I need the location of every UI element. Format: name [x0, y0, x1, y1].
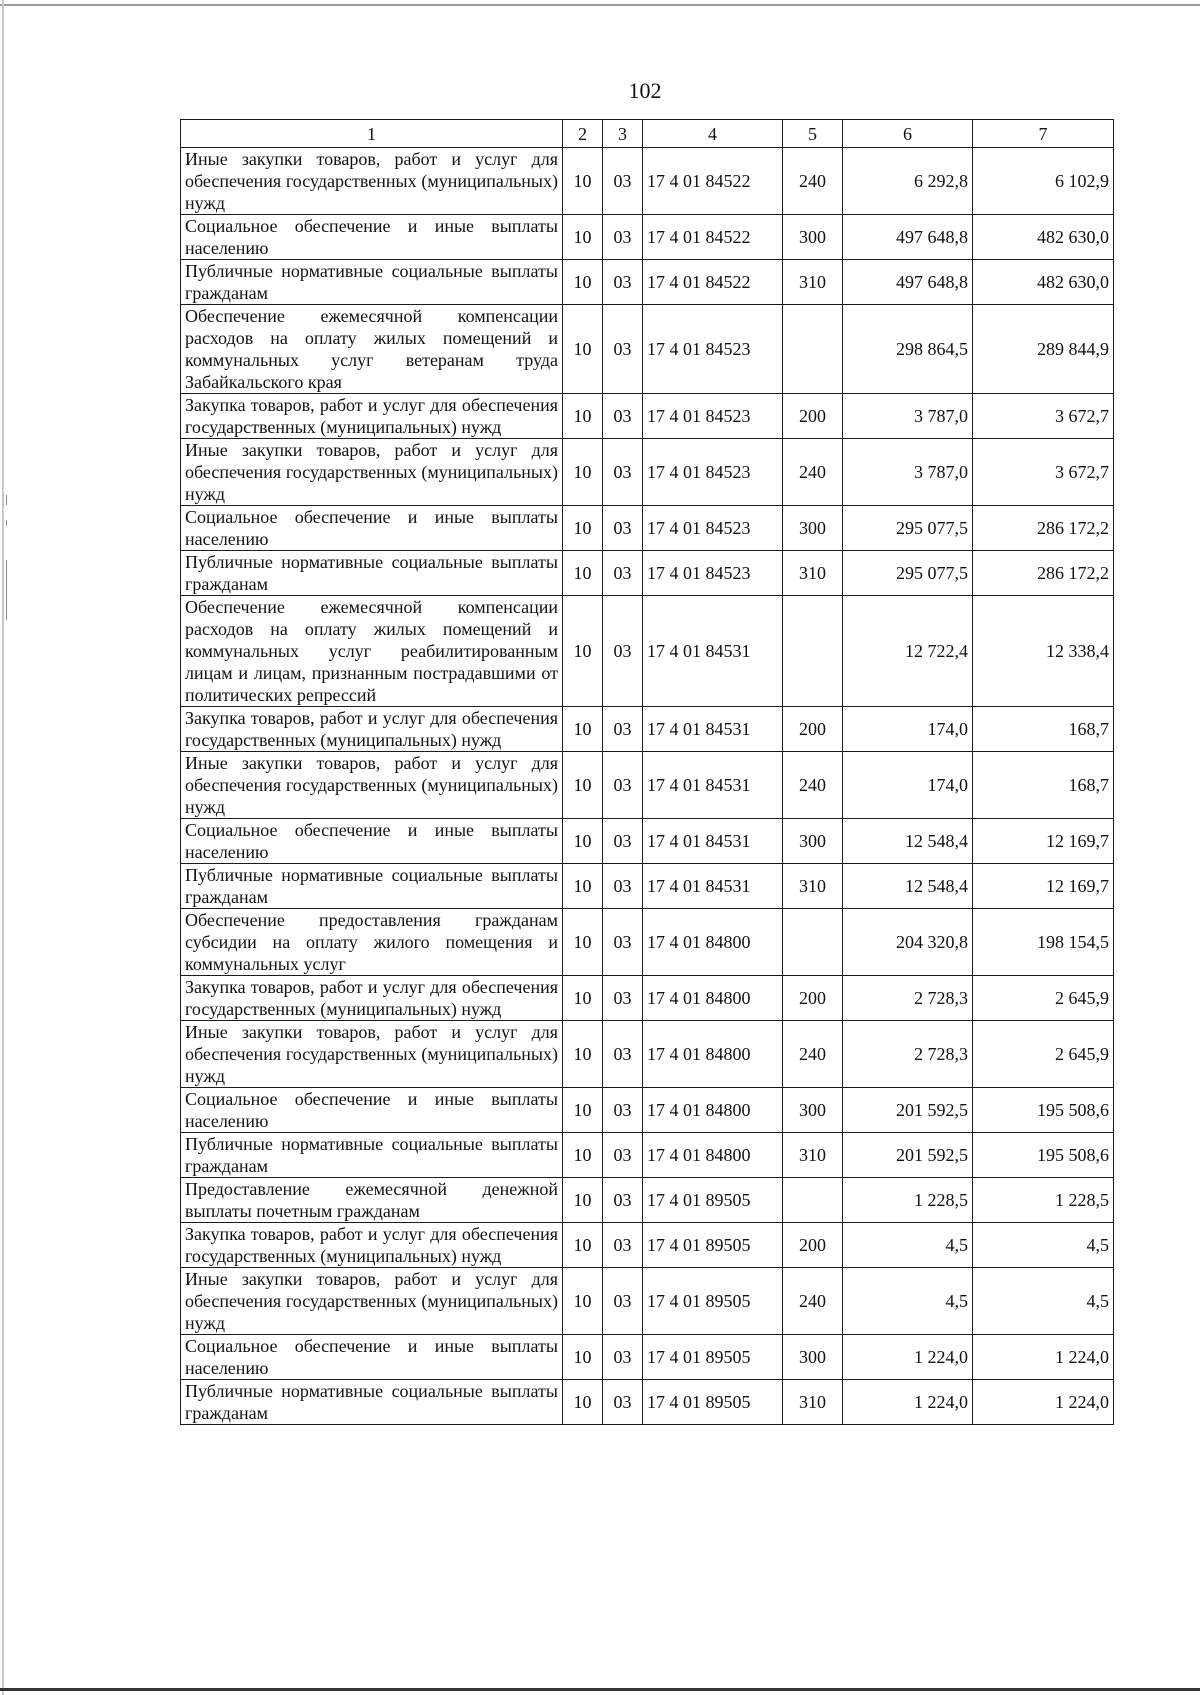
row-subsection: 03 — [603, 976, 643, 1021]
row-expense-type: 310 — [783, 260, 843, 305]
row-target-article: 17 4 01 89505 — [643, 1335, 783, 1380]
table-row — [181, 305, 1114, 394]
row-target-article: 17 4 01 84800 — [643, 1021, 783, 1088]
table-row — [181, 394, 1114, 439]
row-amount-1: 295 077,5 — [843, 551, 973, 596]
row-name: Предоставление ежемесячной денежной выплаты почетным гражданам — [181, 1178, 563, 1223]
table-row — [181, 215, 1114, 260]
row-section: 10 — [563, 1335, 603, 1380]
row-name: Иные закупки товаров, работ и услуг для обеспечения государственных (муниципальных) нужд — [181, 439, 563, 506]
row-subsection: 03 — [603, 752, 643, 819]
scan-mark — [6, 495, 7, 505]
row-section: 10 — [563, 752, 603, 819]
row-section: 10 — [563, 1021, 603, 1088]
table-row — [181, 1133, 1114, 1178]
row-target-article: 17 4 01 84531 — [643, 819, 783, 864]
row-subsection: 03 — [603, 148, 643, 215]
column-header: 5 — [783, 120, 843, 148]
header-row — [181, 120, 1114, 148]
row-subsection: 03 — [603, 1380, 643, 1425]
column-header: 4 — [643, 120, 783, 148]
column-header: 3 — [603, 120, 643, 148]
row-section: 10 — [563, 1178, 603, 1223]
row-subsection: 03 — [603, 439, 643, 506]
row-name: Закупка товаров, работ и услуг для обеспечения государственных (муниципальных) нужд — [181, 976, 563, 1021]
row-target-article: 17 4 01 84800 — [643, 909, 783, 976]
row-section: 10 — [563, 1268, 603, 1335]
row-target-article: 17 4 01 84523 — [643, 305, 783, 394]
row-target-article: 17 4 01 84531 — [643, 707, 783, 752]
row-section: 10 — [563, 551, 603, 596]
row-amount-1: 1 224,0 — [843, 1380, 973, 1425]
row-amount-2: 195 508,6 — [973, 1133, 1114, 1178]
row-expense-type — [783, 305, 843, 394]
table-row — [181, 1088, 1114, 1133]
row-expense-type: 300 — [783, 506, 843, 551]
row-amount-2: 168,7 — [973, 707, 1114, 752]
table-row — [181, 148, 1114, 215]
row-name: Социальное обеспечение и иные выплаты населению — [181, 819, 563, 864]
row-amount-2: 1 224,0 — [973, 1380, 1114, 1425]
row-name: Социальное обеспечение и иные выплаты населению — [181, 1335, 563, 1380]
row-amount-2: 198 154,5 — [973, 909, 1114, 976]
table-row — [181, 1335, 1114, 1380]
table-row — [181, 1223, 1114, 1268]
row-expense-type: 200 — [783, 1223, 843, 1268]
table-row — [181, 819, 1114, 864]
row-subsection: 03 — [603, 1178, 643, 1223]
row-subsection: 03 — [603, 260, 643, 305]
row-amount-1: 12 548,4 — [843, 819, 973, 864]
row-amount-1: 6 292,8 — [843, 148, 973, 215]
row-section: 10 — [563, 1380, 603, 1425]
scan-mark — [6, 520, 7, 526]
row-amount-2: 12 169,7 — [973, 864, 1114, 909]
row-section: 10 — [563, 976, 603, 1021]
row-amount-1: 12 722,4 — [843, 596, 973, 707]
table-row — [181, 864, 1114, 909]
row-name: Публичные нормативные социальные выплаты гражданам — [181, 551, 563, 596]
row-subsection: 03 — [603, 819, 643, 864]
row-target-article: 17 4 01 84522 — [643, 260, 783, 305]
row-name: Обеспечение ежемесячной компенсации расходов на оплату жилых помещений и коммунальных услуг реабилитированным лицам и лицам, признанным пострадавшими от политических репрессий — [181, 596, 563, 707]
row-section: 10 — [563, 394, 603, 439]
row-amount-2: 1 228,5 — [973, 1178, 1114, 1223]
row-amount-2: 2 645,9 — [973, 1021, 1114, 1088]
row-target-article: 17 4 01 84523 — [643, 551, 783, 596]
row-name: Социальное обеспечение и иные выплаты населению — [181, 215, 563, 260]
row-section: 10 — [563, 707, 603, 752]
row-expense-type: 300 — [783, 1335, 843, 1380]
row-target-article: 17 4 01 84522 — [643, 215, 783, 260]
scan-edge-left — [2, 0, 4, 1695]
row-target-article: 17 4 01 89505 — [643, 1268, 783, 1335]
row-section: 10 — [563, 305, 603, 394]
row-name: Иные закупки товаров, работ и услуг для обеспечения государственных (муниципальных) нужд — [181, 752, 563, 819]
row-amount-2: 3 672,7 — [973, 394, 1114, 439]
row-target-article: 17 4 01 89505 — [643, 1178, 783, 1223]
row-expense-type: 200 — [783, 394, 843, 439]
scan-edge-top — [0, 4, 1200, 6]
row-target-article: 17 4 01 84523 — [643, 439, 783, 506]
row-expense-type: 240 — [783, 1268, 843, 1335]
row-amount-1: 174,0 — [843, 752, 973, 819]
row-amount-1: 201 592,5 — [843, 1088, 973, 1133]
row-section: 10 — [563, 439, 603, 506]
row-subsection: 03 — [603, 707, 643, 752]
table-row — [181, 1021, 1114, 1088]
row-name: Публичные нормативные социальные выплаты гражданам — [181, 1133, 563, 1178]
row-amount-1: 2 728,3 — [843, 976, 973, 1021]
row-subsection: 03 — [603, 305, 643, 394]
row-name: Иные закупки товаров, работ и услуг для обеспечения государственных (муниципальных) нужд — [181, 1021, 563, 1088]
row-amount-2: 1 224,0 — [973, 1335, 1114, 1380]
row-expense-type: 240 — [783, 439, 843, 506]
scan-mark — [6, 560, 7, 620]
table-row — [181, 260, 1114, 305]
row-name: Социальное обеспечение и иные выплаты населению — [181, 506, 563, 551]
row-name: Обеспечение ежемесячной компенсации расходов на оплату жилых помещений и коммунальных услуг ветеранам труда Забайкальского края — [181, 305, 563, 394]
row-subsection: 03 — [603, 215, 643, 260]
row-expense-type: 310 — [783, 551, 843, 596]
row-amount-1: 1 228,5 — [843, 1178, 973, 1223]
row-amount-2: 289 844,9 — [973, 305, 1114, 394]
row-subsection: 03 — [603, 551, 643, 596]
row-amount-1: 201 592,5 — [843, 1133, 973, 1178]
row-amount-2: 195 508,6 — [973, 1088, 1114, 1133]
row-section: 10 — [563, 909, 603, 976]
row-expense-type: 310 — [783, 1133, 843, 1178]
row-target-article: 17 4 01 84531 — [643, 596, 783, 707]
page-number: 102 — [628, 78, 662, 103]
row-name: Закупка товаров, работ и услуг для обеспечения государственных (муниципальных) нужд — [181, 394, 563, 439]
row-amount-1: 4,5 — [843, 1223, 973, 1268]
row-subsection: 03 — [603, 909, 643, 976]
row-section: 10 — [563, 148, 603, 215]
row-expense-type — [783, 596, 843, 707]
row-target-article: 17 4 01 84523 — [643, 506, 783, 551]
column-header: 2 — [563, 120, 603, 148]
row-section: 10 — [563, 1133, 603, 1178]
row-target-article: 17 4 01 84522 — [643, 148, 783, 215]
row-target-article: 17 4 01 84800 — [643, 976, 783, 1021]
table-row — [181, 976, 1114, 1021]
row-subsection: 03 — [603, 1223, 643, 1268]
row-name: Публичные нормативные социальные выплаты гражданам — [181, 864, 563, 909]
row-expense-type: 300 — [783, 1088, 843, 1133]
column-header: 6 — [843, 120, 973, 148]
row-amount-2: 286 172,2 — [973, 551, 1114, 596]
row-expense-type: 240 — [783, 752, 843, 819]
table-row — [181, 752, 1114, 819]
row-subsection: 03 — [603, 864, 643, 909]
row-amount-1: 3 787,0 — [843, 439, 973, 506]
row-target-article: 17 4 01 84531 — [643, 752, 783, 819]
row-section: 10 — [563, 506, 603, 551]
row-amount-1: 497 648,8 — [843, 215, 973, 260]
row-expense-type: 310 — [783, 864, 843, 909]
row-subsection: 03 — [603, 394, 643, 439]
row-amount-2: 4,5 — [973, 1223, 1114, 1268]
table-row — [181, 551, 1114, 596]
row-amount-1: 4,5 — [843, 1268, 973, 1335]
row-section: 10 — [563, 215, 603, 260]
row-name: Обеспечение предоставления гражданам субсидии на оплату жилого помещения и коммунальных услуг — [181, 909, 563, 976]
scan-edge-bottom — [0, 1688, 1200, 1691]
row-amount-1: 3 787,0 — [843, 394, 973, 439]
row-amount-1: 1 224,0 — [843, 1335, 973, 1380]
row-expense-type: 300 — [783, 215, 843, 260]
row-amount-2: 168,7 — [973, 752, 1114, 819]
table-row — [181, 909, 1114, 976]
row-amount-2: 12 169,7 — [973, 819, 1114, 864]
row-section: 10 — [563, 864, 603, 909]
table-row — [181, 1268, 1114, 1335]
row-name: Закупка товаров, работ и услуг для обеспечения государственных (муниципальных) нужд — [181, 1223, 563, 1268]
row-subsection: 03 — [603, 1133, 643, 1178]
row-subsection: 03 — [603, 1088, 643, 1133]
column-header: 1 — [181, 120, 563, 148]
row-subsection: 03 — [603, 596, 643, 707]
row-name: Закупка товаров, работ и услуг для обеспечения государственных (муниципальных) нужд — [181, 707, 563, 752]
row-name: Публичные нормативные социальные выплаты гражданам — [181, 1380, 563, 1425]
row-target-article: 17 4 01 84800 — [643, 1088, 783, 1133]
row-amount-2: 12 338,4 — [973, 596, 1114, 707]
row-expense-type: 310 — [783, 1380, 843, 1425]
table-row — [181, 506, 1114, 551]
row-amount-1: 295 077,5 — [843, 506, 973, 551]
row-section: 10 — [563, 260, 603, 305]
table-row — [181, 1380, 1114, 1425]
row-amount-1: 497 648,8 — [843, 260, 973, 305]
row-target-article: 17 4 01 89505 — [643, 1380, 783, 1425]
row-expense-type: 300 — [783, 819, 843, 864]
row-section: 10 — [563, 1088, 603, 1133]
row-amount-2: 482 630,0 — [973, 215, 1114, 260]
row-amount-2: 4,5 — [973, 1268, 1114, 1335]
row-amount-2: 3 672,7 — [973, 439, 1114, 506]
row-amount-1: 174,0 — [843, 707, 973, 752]
row-amount-2: 2 645,9 — [973, 976, 1114, 1021]
row-subsection: 03 — [603, 1268, 643, 1335]
table-row — [181, 596, 1114, 707]
row-amount-1: 12 548,4 — [843, 864, 973, 909]
row-amount-2: 482 630,0 — [973, 260, 1114, 305]
row-section: 10 — [563, 596, 603, 707]
row-name: Иные закупки товаров, работ и услуг для обеспечения государственных (муниципальных) нужд — [181, 1268, 563, 1335]
row-amount-2: 286 172,2 — [973, 506, 1114, 551]
row-expense-type: 200 — [783, 976, 843, 1021]
row-expense-type: 200 — [783, 707, 843, 752]
row-target-article: 17 4 01 84800 — [643, 1133, 783, 1178]
row-subsection: 03 — [603, 506, 643, 551]
row-expense-type — [783, 1178, 843, 1223]
table-row — [181, 439, 1114, 506]
row-name: Иные закупки товаров, работ и услуг для обеспечения государственных (муниципальных) нужд — [181, 148, 563, 215]
row-target-article: 17 4 01 84523 — [643, 394, 783, 439]
row-amount-2: 6 102,9 — [973, 148, 1114, 215]
table-body — [181, 148, 1114, 1425]
row-amount-1: 298 864,5 — [843, 305, 973, 394]
row-amount-1: 2 728,3 — [843, 1021, 973, 1088]
row-name: Социальное обеспечение и иные выплаты населению — [181, 1088, 563, 1133]
row-section: 10 — [563, 819, 603, 864]
row-amount-1: 204 320,8 — [843, 909, 973, 976]
row-expense-type: 240 — [783, 1021, 843, 1088]
row-target-article: 17 4 01 89505 — [643, 1223, 783, 1268]
table-row — [181, 1178, 1114, 1223]
row-expense-type: 240 — [783, 148, 843, 215]
column-header: 7 — [973, 120, 1114, 148]
row-subsection: 03 — [603, 1335, 643, 1380]
row-target-article: 17 4 01 84531 — [643, 864, 783, 909]
row-section: 10 — [563, 1223, 603, 1268]
row-name: Публичные нормативные социальные выплаты гражданам — [181, 260, 563, 305]
budget-table — [180, 119, 1114, 1425]
table-row — [181, 707, 1114, 752]
row-subsection: 03 — [603, 1021, 643, 1088]
row-expense-type — [783, 909, 843, 976]
